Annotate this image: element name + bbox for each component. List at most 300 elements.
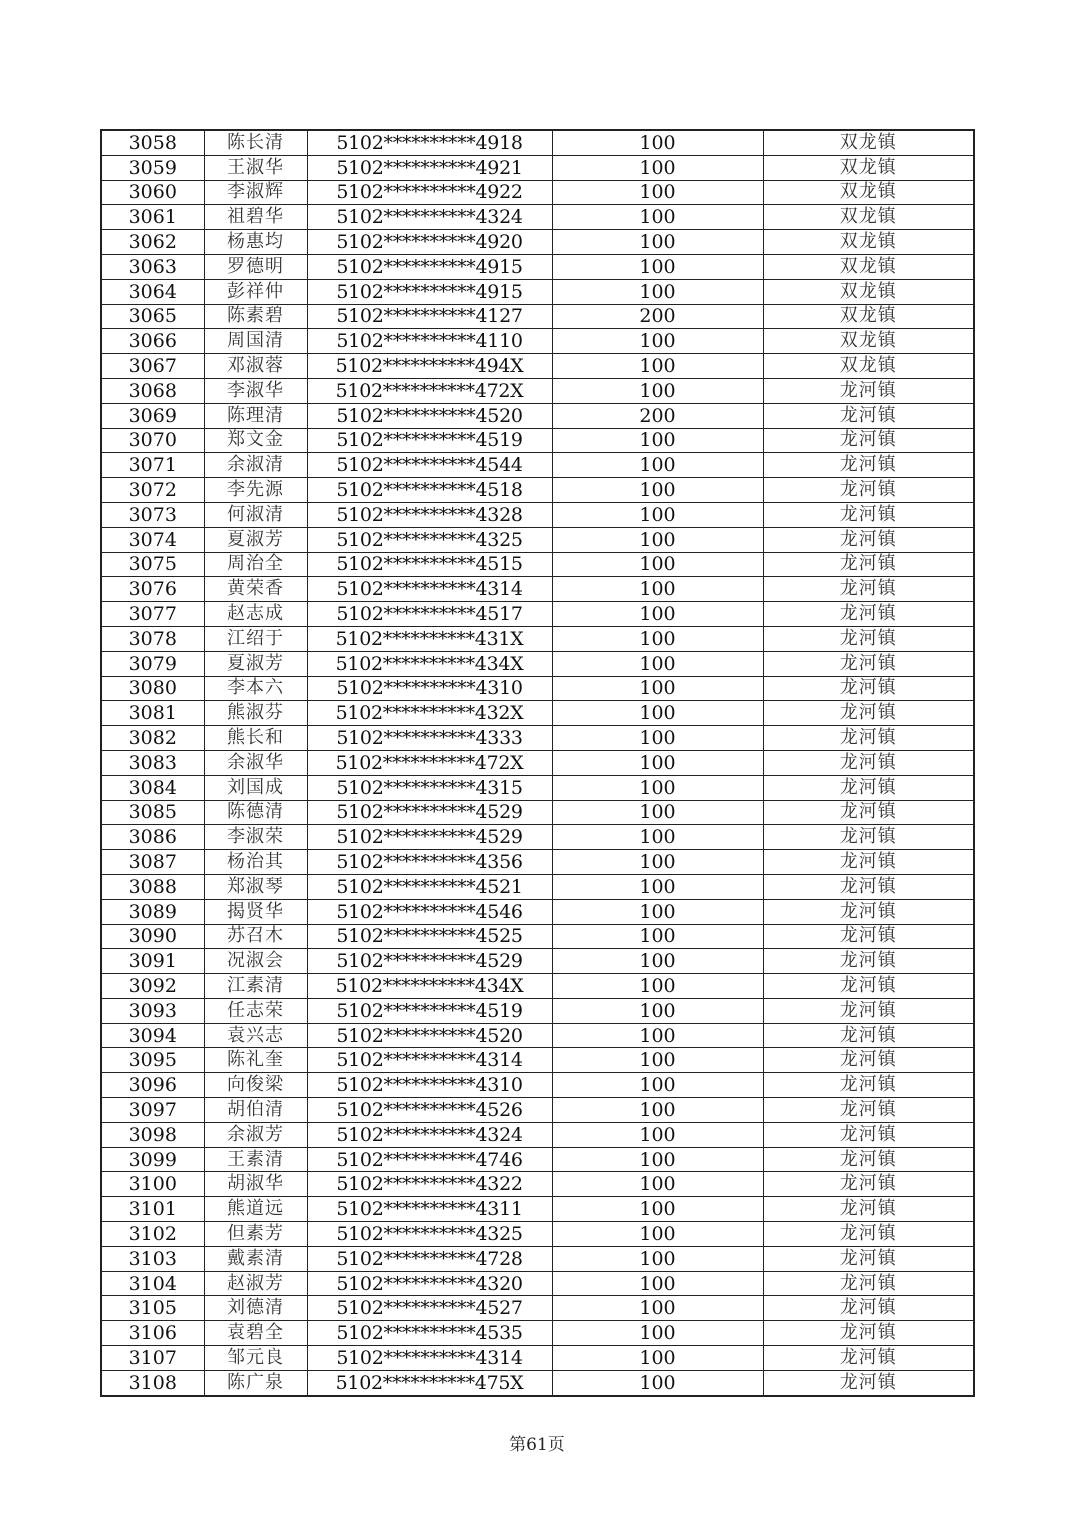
id-number-cell: 5102**********4525 bbox=[307, 924, 552, 949]
amount-cell: 100 bbox=[552, 974, 763, 999]
person-name-cell: 刘国成 bbox=[204, 775, 307, 800]
town-cell: 龙河镇 bbox=[763, 1321, 974, 1346]
table-row bbox=[101, 998, 974, 1023]
id-number-cell: 5102**********494X bbox=[307, 354, 552, 379]
row-number-cell: 3095 bbox=[101, 1048, 204, 1073]
row-number-cell: 3082 bbox=[101, 726, 204, 751]
id-number-cell: 5102**********4311 bbox=[307, 1197, 552, 1222]
row-number-cell: 3059 bbox=[101, 155, 204, 180]
row-number-cell: 3061 bbox=[101, 205, 204, 230]
town-cell: 龙河镇 bbox=[763, 1370, 974, 1395]
person-name-cell: 李本六 bbox=[204, 676, 307, 701]
amount-cell: 100 bbox=[552, 1246, 763, 1271]
table-row bbox=[101, 329, 974, 354]
town-cell: 龙河镇 bbox=[763, 701, 974, 726]
amount-cell: 100 bbox=[552, 626, 763, 651]
id-number-cell: 5102**********4515 bbox=[307, 552, 552, 577]
id-number-cell: 5102**********431X bbox=[307, 626, 552, 651]
amount-cell: 100 bbox=[552, 279, 763, 304]
table-row bbox=[101, 1296, 974, 1321]
row-number-cell: 3085 bbox=[101, 800, 204, 825]
table-row bbox=[101, 800, 974, 825]
id-number-cell: 5102**********4328 bbox=[307, 502, 552, 527]
row-number-cell: 3108 bbox=[101, 1370, 204, 1395]
amount-cell: 100 bbox=[552, 354, 763, 379]
id-number-cell: 5102**********4520 bbox=[307, 403, 552, 428]
town-cell: 龙河镇 bbox=[763, 1122, 974, 1147]
table-row bbox=[101, 577, 974, 602]
table-row bbox=[101, 502, 974, 527]
id-number-cell: 5102**********4521 bbox=[307, 874, 552, 899]
person-name-cell: 揭贤华 bbox=[204, 899, 307, 924]
row-number-cell: 3086 bbox=[101, 825, 204, 850]
town-cell: 龙河镇 bbox=[763, 850, 974, 875]
town-cell: 龙河镇 bbox=[763, 1098, 974, 1123]
town-cell: 龙河镇 bbox=[763, 750, 974, 775]
town-cell: 龙河镇 bbox=[763, 1346, 974, 1371]
id-number-cell: 5102**********4915 bbox=[307, 279, 552, 304]
amount-cell: 100 bbox=[552, 850, 763, 875]
id-number-cell: 5102**********4519 bbox=[307, 998, 552, 1023]
row-number-cell: 3063 bbox=[101, 254, 204, 279]
id-number-cell: 5102**********472X bbox=[307, 750, 552, 775]
amount-cell: 100 bbox=[552, 1023, 763, 1048]
amount-cell: 100 bbox=[552, 1147, 763, 1172]
town-cell: 龙河镇 bbox=[763, 974, 974, 999]
amount-cell: 100 bbox=[552, 750, 763, 775]
id-number-cell: 5102**********4529 bbox=[307, 949, 552, 974]
amount-cell: 100 bbox=[552, 998, 763, 1023]
row-number-cell: 3067 bbox=[101, 354, 204, 379]
person-name-cell: 邹元良 bbox=[204, 1346, 307, 1371]
town-cell: 龙河镇 bbox=[763, 1147, 974, 1172]
amount-cell: 100 bbox=[552, 428, 763, 453]
person-name-cell: 陈德清 bbox=[204, 800, 307, 825]
town-cell: 龙河镇 bbox=[763, 949, 974, 974]
id-number-cell: 5102**********4520 bbox=[307, 1023, 552, 1048]
amount-cell: 100 bbox=[552, 1370, 763, 1395]
person-name-cell: 赵志成 bbox=[204, 602, 307, 627]
table-row bbox=[101, 478, 974, 503]
amount-cell: 100 bbox=[552, 527, 763, 552]
id-number-cell: 5102**********4529 bbox=[307, 800, 552, 825]
person-name-cell: 袁兴志 bbox=[204, 1023, 307, 1048]
person-name-cell: 周治全 bbox=[204, 552, 307, 577]
town-cell: 双龙镇 bbox=[763, 155, 974, 180]
table-row bbox=[101, 850, 974, 875]
table-row bbox=[101, 1246, 974, 1271]
town-cell: 龙河镇 bbox=[763, 1296, 974, 1321]
person-name-cell: 祖碧华 bbox=[204, 205, 307, 230]
person-name-cell: 戴素清 bbox=[204, 1246, 307, 1271]
table-row bbox=[101, 1023, 974, 1048]
row-number-cell: 3094 bbox=[101, 1023, 204, 1048]
row-number-cell: 3097 bbox=[101, 1098, 204, 1123]
amount-cell: 100 bbox=[552, 800, 763, 825]
amount-cell: 100 bbox=[552, 453, 763, 478]
person-name-cell: 郑文金 bbox=[204, 428, 307, 453]
town-cell: 龙河镇 bbox=[763, 924, 974, 949]
person-name-cell: 熊长和 bbox=[204, 726, 307, 751]
table-row bbox=[101, 626, 974, 651]
person-name-cell: 李淑华 bbox=[204, 378, 307, 403]
town-cell: 龙河镇 bbox=[763, 626, 974, 651]
amount-cell: 100 bbox=[552, 676, 763, 701]
town-cell: 龙河镇 bbox=[763, 1246, 974, 1271]
id-number-cell: 5102**********4310 bbox=[307, 1073, 552, 1098]
row-number-cell: 3078 bbox=[101, 626, 204, 651]
amount-cell: 100 bbox=[552, 899, 763, 924]
amount-cell: 100 bbox=[552, 502, 763, 527]
person-name-cell: 但素芳 bbox=[204, 1222, 307, 1247]
id-number-cell: 5102**********4314 bbox=[307, 1048, 552, 1073]
id-number-cell: 5102**********4529 bbox=[307, 825, 552, 850]
table-row bbox=[101, 378, 974, 403]
town-cell: 龙河镇 bbox=[763, 453, 974, 478]
table-row bbox=[101, 130, 974, 155]
person-name-cell: 赵淑芳 bbox=[204, 1271, 307, 1296]
amount-cell: 100 bbox=[552, 602, 763, 627]
id-number-cell: 5102**********432X bbox=[307, 701, 552, 726]
row-number-cell: 3060 bbox=[101, 180, 204, 205]
town-cell: 龙河镇 bbox=[763, 1048, 974, 1073]
id-number-cell: 5102**********4322 bbox=[307, 1172, 552, 1197]
roster-table-body bbox=[101, 130, 974, 1396]
table-row bbox=[101, 676, 974, 701]
town-cell: 龙河镇 bbox=[763, 502, 974, 527]
town-cell: 双龙镇 bbox=[763, 180, 974, 205]
person-name-cell: 况淑会 bbox=[204, 949, 307, 974]
id-number-cell: 5102**********4746 bbox=[307, 1147, 552, 1172]
person-name-cell: 郑淑琴 bbox=[204, 874, 307, 899]
person-name-cell: 刘德清 bbox=[204, 1296, 307, 1321]
row-number-cell: 3079 bbox=[101, 651, 204, 676]
id-number-cell: 5102**********4546 bbox=[307, 899, 552, 924]
row-number-cell: 3103 bbox=[101, 1246, 204, 1271]
table-row bbox=[101, 453, 974, 478]
table-row bbox=[101, 701, 974, 726]
row-number-cell: 3101 bbox=[101, 1197, 204, 1222]
amount-cell: 100 bbox=[552, 155, 763, 180]
person-name-cell: 罗德明 bbox=[204, 254, 307, 279]
amount-cell: 100 bbox=[552, 1222, 763, 1247]
id-number-cell: 5102**********4518 bbox=[307, 478, 552, 503]
row-number-cell: 3065 bbox=[101, 304, 204, 329]
row-number-cell: 3077 bbox=[101, 602, 204, 627]
table-row bbox=[101, 254, 974, 279]
row-number-cell: 3066 bbox=[101, 329, 204, 354]
town-cell: 双龙镇 bbox=[763, 130, 974, 155]
town-cell: 龙河镇 bbox=[763, 478, 974, 503]
id-number-cell: 5102**********4728 bbox=[307, 1246, 552, 1271]
person-name-cell: 胡伯清 bbox=[204, 1098, 307, 1123]
table-row bbox=[101, 1147, 974, 1172]
table-row bbox=[101, 974, 974, 999]
row-number-cell: 3096 bbox=[101, 1073, 204, 1098]
row-number-cell: 3088 bbox=[101, 874, 204, 899]
amount-cell: 100 bbox=[552, 701, 763, 726]
amount-cell: 100 bbox=[552, 1098, 763, 1123]
id-number-cell: 5102**********4527 bbox=[307, 1296, 552, 1321]
table-row bbox=[101, 1172, 974, 1197]
id-number-cell: 5102**********4314 bbox=[307, 1346, 552, 1371]
id-number-cell: 5102**********4922 bbox=[307, 180, 552, 205]
amount-cell: 100 bbox=[552, 1048, 763, 1073]
id-number-cell: 5102**********475X bbox=[307, 1370, 552, 1395]
id-number-cell: 5102**********4324 bbox=[307, 1122, 552, 1147]
person-name-cell: 胡淑华 bbox=[204, 1172, 307, 1197]
id-number-cell: 5102**********4356 bbox=[307, 850, 552, 875]
table-row bbox=[101, 279, 974, 304]
amount-cell: 100 bbox=[552, 1197, 763, 1222]
row-number-cell: 3091 bbox=[101, 949, 204, 974]
table-row bbox=[101, 155, 974, 180]
person-name-cell: 陈理清 bbox=[204, 403, 307, 428]
table-row bbox=[101, 1197, 974, 1222]
row-number-cell: 3064 bbox=[101, 279, 204, 304]
person-name-cell: 邓淑蓉 bbox=[204, 354, 307, 379]
table-row bbox=[101, 428, 974, 453]
town-cell: 龙河镇 bbox=[763, 1197, 974, 1222]
person-name-cell: 夏淑芳 bbox=[204, 651, 307, 676]
row-number-cell: 3058 bbox=[101, 130, 204, 155]
town-cell: 双龙镇 bbox=[763, 304, 974, 329]
amount-cell: 100 bbox=[552, 1321, 763, 1346]
amount-cell: 100 bbox=[552, 329, 763, 354]
town-cell: 龙河镇 bbox=[763, 378, 974, 403]
person-name-cell: 王淑华 bbox=[204, 155, 307, 180]
id-number-cell: 5102**********4314 bbox=[307, 577, 552, 602]
amount-cell: 100 bbox=[552, 924, 763, 949]
person-name-cell: 熊淑芬 bbox=[204, 701, 307, 726]
amount-cell: 200 bbox=[552, 304, 763, 329]
amount-cell: 100 bbox=[552, 1271, 763, 1296]
person-name-cell: 杨惠均 bbox=[204, 230, 307, 255]
row-number-cell: 3104 bbox=[101, 1271, 204, 1296]
table-row bbox=[101, 651, 974, 676]
town-cell: 双龙镇 bbox=[763, 354, 974, 379]
table-row bbox=[101, 775, 974, 800]
id-number-cell: 5102**********4325 bbox=[307, 1222, 552, 1247]
id-number-cell: 5102**********4544 bbox=[307, 453, 552, 478]
table-row bbox=[101, 552, 974, 577]
person-name-cell: 江绍于 bbox=[204, 626, 307, 651]
table-row bbox=[101, 230, 974, 255]
person-name-cell: 江素清 bbox=[204, 974, 307, 999]
id-number-cell: 5102**********4526 bbox=[307, 1098, 552, 1123]
row-number-cell: 3068 bbox=[101, 378, 204, 403]
row-number-cell: 3069 bbox=[101, 403, 204, 428]
amount-cell: 100 bbox=[552, 478, 763, 503]
amount-cell: 100 bbox=[552, 552, 763, 577]
id-number-cell: 5102**********4110 bbox=[307, 329, 552, 354]
id-number-cell: 5102**********472X bbox=[307, 378, 552, 403]
town-cell: 龙河镇 bbox=[763, 874, 974, 899]
table-row bbox=[101, 949, 974, 974]
table-row bbox=[101, 1122, 974, 1147]
row-number-cell: 3100 bbox=[101, 1172, 204, 1197]
amount-cell: 100 bbox=[552, 205, 763, 230]
table-row bbox=[101, 1222, 974, 1247]
person-name-cell: 李淑荣 bbox=[204, 825, 307, 850]
table-row bbox=[101, 1271, 974, 1296]
town-cell: 双龙镇 bbox=[763, 329, 974, 354]
table-row bbox=[101, 726, 974, 751]
page-number: 第61页 bbox=[509, 1435, 565, 1455]
row-number-cell: 3081 bbox=[101, 701, 204, 726]
row-number-cell: 3106 bbox=[101, 1321, 204, 1346]
row-number-cell: 3062 bbox=[101, 230, 204, 255]
town-cell: 龙河镇 bbox=[763, 800, 974, 825]
person-name-cell: 苏召木 bbox=[204, 924, 307, 949]
table-row bbox=[101, 403, 974, 428]
town-cell: 龙河镇 bbox=[763, 998, 974, 1023]
amount-cell: 100 bbox=[552, 230, 763, 255]
row-number-cell: 3070 bbox=[101, 428, 204, 453]
id-number-cell: 5102**********4324 bbox=[307, 205, 552, 230]
row-number-cell: 3074 bbox=[101, 527, 204, 552]
amount-cell: 100 bbox=[552, 1172, 763, 1197]
id-number-cell: 5102**********4320 bbox=[307, 1271, 552, 1296]
person-name-cell: 向俊梁 bbox=[204, 1073, 307, 1098]
row-number-cell: 3073 bbox=[101, 502, 204, 527]
table-row bbox=[101, 354, 974, 379]
person-name-cell: 彭祥仲 bbox=[204, 279, 307, 304]
town-cell: 龙河镇 bbox=[763, 1172, 974, 1197]
id-number-cell: 5102**********4918 bbox=[307, 130, 552, 155]
row-number-cell: 3105 bbox=[101, 1296, 204, 1321]
row-number-cell: 3098 bbox=[101, 1122, 204, 1147]
roster-table bbox=[100, 129, 975, 1397]
table-row bbox=[101, 1370, 974, 1395]
town-cell: 龙河镇 bbox=[763, 1023, 974, 1048]
row-number-cell: 3075 bbox=[101, 552, 204, 577]
amount-cell: 100 bbox=[552, 775, 763, 800]
amount-cell: 100 bbox=[552, 254, 763, 279]
id-number-cell: 5102**********4333 bbox=[307, 726, 552, 751]
town-cell: 龙河镇 bbox=[763, 428, 974, 453]
person-name-cell: 王素清 bbox=[204, 1147, 307, 1172]
id-number-cell: 5102**********4920 bbox=[307, 230, 552, 255]
town-cell: 龙河镇 bbox=[763, 825, 974, 850]
id-number-cell: 5102**********4310 bbox=[307, 676, 552, 701]
town-cell: 龙河镇 bbox=[763, 899, 974, 924]
id-number-cell: 5102**********4921 bbox=[307, 155, 552, 180]
amount-cell: 100 bbox=[552, 180, 763, 205]
amount-cell: 100 bbox=[552, 949, 763, 974]
person-name-cell: 何淑清 bbox=[204, 502, 307, 527]
person-name-cell: 袁碧全 bbox=[204, 1321, 307, 1346]
id-number-cell: 5102**********434X bbox=[307, 651, 552, 676]
table-row bbox=[101, 1346, 974, 1371]
table-row bbox=[101, 527, 974, 552]
table-row bbox=[101, 924, 974, 949]
table-row bbox=[101, 825, 974, 850]
amount-cell: 100 bbox=[552, 1122, 763, 1147]
id-number-cell: 5102**********4915 bbox=[307, 254, 552, 279]
town-cell: 双龙镇 bbox=[763, 230, 974, 255]
amount-cell: 100 bbox=[552, 1346, 763, 1371]
table-row bbox=[101, 750, 974, 775]
row-number-cell: 3099 bbox=[101, 1147, 204, 1172]
person-name-cell: 陈长清 bbox=[204, 130, 307, 155]
amount-cell: 100 bbox=[552, 825, 763, 850]
town-cell: 双龙镇 bbox=[763, 205, 974, 230]
row-number-cell: 3087 bbox=[101, 850, 204, 875]
town-cell: 双龙镇 bbox=[763, 254, 974, 279]
person-name-cell: 余淑华 bbox=[204, 750, 307, 775]
town-cell: 双龙镇 bbox=[763, 279, 974, 304]
town-cell: 龙河镇 bbox=[763, 1222, 974, 1247]
town-cell: 龙河镇 bbox=[763, 1073, 974, 1098]
table-row bbox=[101, 205, 974, 230]
row-number-cell: 3071 bbox=[101, 453, 204, 478]
person-name-cell: 李先源 bbox=[204, 478, 307, 503]
amount-cell: 100 bbox=[552, 1296, 763, 1321]
row-number-cell: 3076 bbox=[101, 577, 204, 602]
person-name-cell: 余淑芳 bbox=[204, 1122, 307, 1147]
person-name-cell: 余淑清 bbox=[204, 453, 307, 478]
row-number-cell: 3107 bbox=[101, 1346, 204, 1371]
id-number-cell: 5102**********4517 bbox=[307, 602, 552, 627]
id-number-cell: 5102**********4325 bbox=[307, 527, 552, 552]
amount-cell: 100 bbox=[552, 378, 763, 403]
amount-cell: 200 bbox=[552, 403, 763, 428]
row-number-cell: 3084 bbox=[101, 775, 204, 800]
town-cell: 龙河镇 bbox=[763, 577, 974, 602]
person-name-cell: 黄荣香 bbox=[204, 577, 307, 602]
table-row bbox=[101, 1321, 974, 1346]
table-row bbox=[101, 1098, 974, 1123]
row-number-cell: 3093 bbox=[101, 998, 204, 1023]
id-number-cell: 5102**********4535 bbox=[307, 1321, 552, 1346]
table-row bbox=[101, 899, 974, 924]
row-number-cell: 3102 bbox=[101, 1222, 204, 1247]
town-cell: 龙河镇 bbox=[763, 775, 974, 800]
table-row bbox=[101, 1048, 974, 1073]
row-number-cell: 3089 bbox=[101, 899, 204, 924]
person-name-cell: 陈素碧 bbox=[204, 304, 307, 329]
person-name-cell: 陈礼奎 bbox=[204, 1048, 307, 1073]
person-name-cell: 任志荣 bbox=[204, 998, 307, 1023]
table-row bbox=[101, 1073, 974, 1098]
amount-cell: 100 bbox=[552, 726, 763, 751]
town-cell: 龙河镇 bbox=[763, 403, 974, 428]
person-name-cell: 杨治其 bbox=[204, 850, 307, 875]
person-name-cell: 熊道远 bbox=[204, 1197, 307, 1222]
amount-cell: 100 bbox=[552, 651, 763, 676]
row-number-cell: 3072 bbox=[101, 478, 204, 503]
id-number-cell: 5102**********434X bbox=[307, 974, 552, 999]
town-cell: 龙河镇 bbox=[763, 651, 974, 676]
row-number-cell: 3080 bbox=[101, 676, 204, 701]
amount-cell: 100 bbox=[552, 577, 763, 602]
town-cell: 龙河镇 bbox=[763, 676, 974, 701]
id-number-cell: 5102**********4519 bbox=[307, 428, 552, 453]
amount-cell: 100 bbox=[552, 130, 763, 155]
amount-cell: 100 bbox=[552, 1073, 763, 1098]
person-name-cell: 周国清 bbox=[204, 329, 307, 354]
town-cell: 龙河镇 bbox=[763, 1271, 974, 1296]
table-row bbox=[101, 602, 974, 627]
town-cell: 龙河镇 bbox=[763, 602, 974, 627]
person-name-cell: 李淑辉 bbox=[204, 180, 307, 205]
table-row bbox=[101, 874, 974, 899]
table-row bbox=[101, 304, 974, 329]
row-number-cell: 3092 bbox=[101, 974, 204, 999]
id-number-cell: 5102**********4127 bbox=[307, 304, 552, 329]
table-row bbox=[101, 180, 974, 205]
